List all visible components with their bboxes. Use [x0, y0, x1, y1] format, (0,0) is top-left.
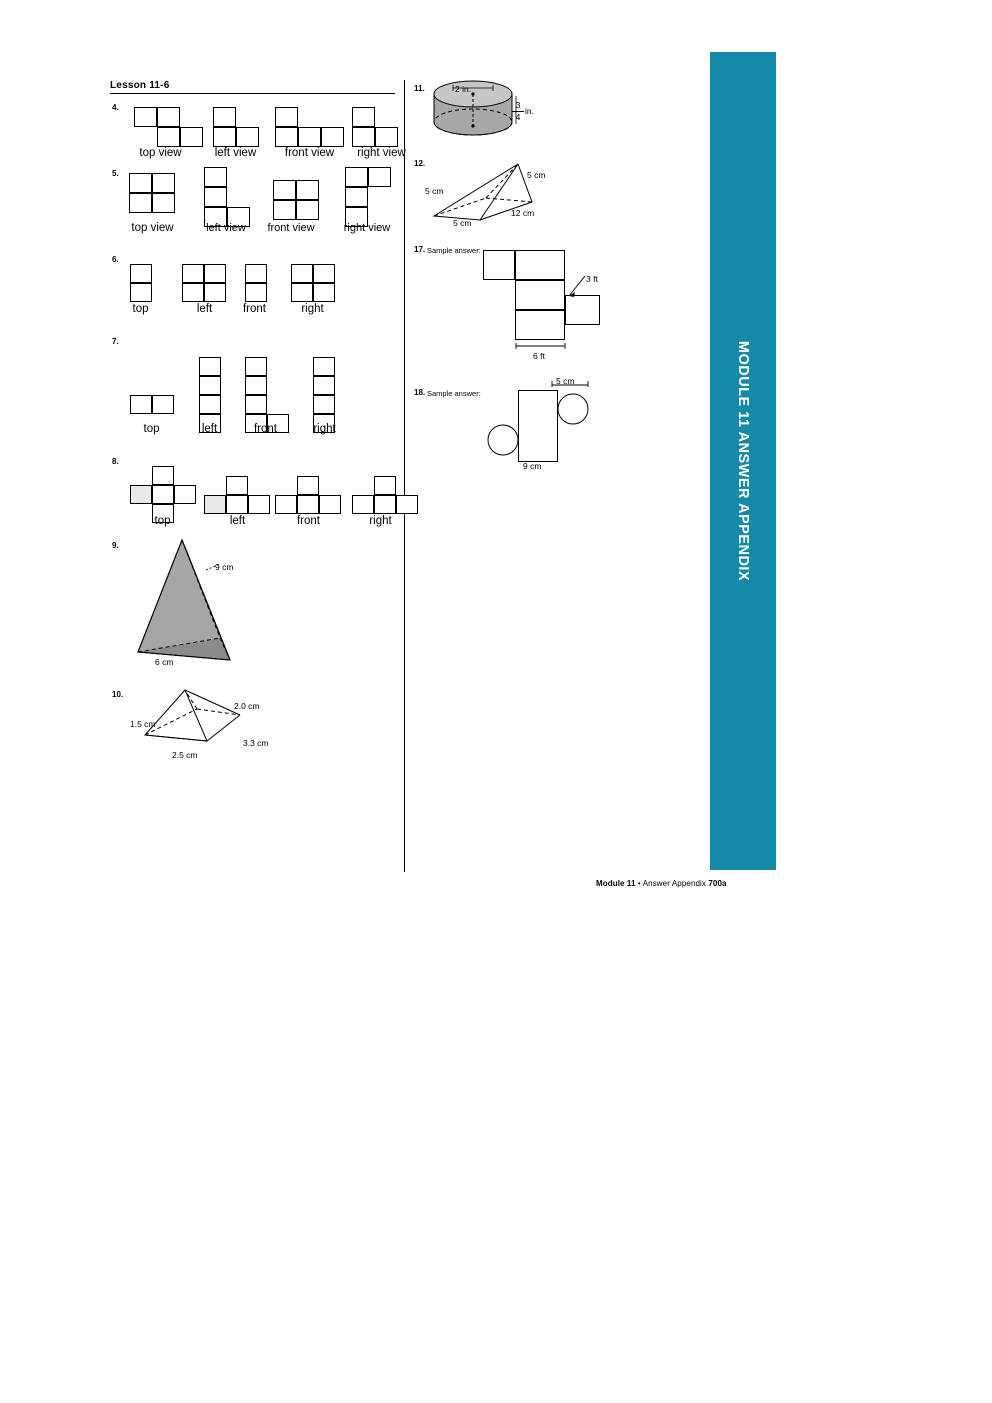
item-number-12: 12. [414, 159, 426, 168]
item-number-5: 5. [112, 169, 119, 178]
figure-cylinder [428, 78, 518, 148]
sample-answer-label: Sample answer: [427, 246, 481, 255]
view-caption: top [143, 423, 160, 435]
shape-cell [226, 476, 248, 495]
shape-cell [152, 193, 175, 213]
shape-cell [345, 167, 368, 187]
shape-cell [152, 173, 175, 193]
dimension-label: 5 cm [425, 186, 444, 196]
shape-cell [182, 264, 204, 283]
item-number-18: 18. [414, 388, 426, 397]
shape-cell [152, 466, 174, 485]
shape-cell [245, 283, 267, 302]
view-caption: front [296, 515, 320, 527]
shape-cell [297, 476, 319, 495]
dimension-label: 6 cm [155, 657, 174, 667]
shape-cell [374, 476, 396, 495]
view-caption: left [201, 423, 218, 435]
dimension-label: 5 cm [556, 376, 575, 386]
shape-cell [213, 127, 236, 147]
view-caption: left view [206, 222, 246, 234]
view-caption: left [196, 303, 213, 315]
dimension-label: 2 in. [455, 84, 472, 94]
shape-cell [130, 395, 152, 414]
shape-cell [313, 376, 335, 395]
item-number-4: 4. [112, 103, 119, 112]
module-side-tab-label: MODULE 11 ANSWER APPENDIX [735, 340, 751, 582]
dimension-label: 12 cm [511, 208, 535, 218]
dimension-label: 6 ft [533, 351, 545, 361]
shape-cell [174, 485, 196, 504]
shape-cell [296, 200, 319, 220]
shape-cell [273, 180, 296, 200]
item-number-8: 8. [112, 457, 119, 466]
shape-cell [273, 200, 296, 220]
shape-cell [157, 107, 180, 127]
shape-cell [245, 357, 267, 376]
item-number-10: 10. [112, 690, 124, 699]
shape-cell [352, 107, 375, 127]
view-caption: front [253, 423, 277, 435]
shape-cell [130, 264, 152, 283]
shape-cell [199, 395, 221, 414]
shape-cell [157, 127, 180, 147]
view-caption: left [229, 515, 246, 527]
view-caption: top [154, 515, 171, 527]
shape-cell [245, 264, 267, 283]
view-caption: front view [284, 147, 335, 159]
net-circle-left [486, 423, 520, 457]
view-caption: right [369, 515, 392, 527]
lesson-title: Lesson 11-6 [110, 80, 170, 91]
page-footer [596, 879, 727, 888]
shape-cell [129, 193, 152, 213]
net-face [515, 310, 565, 340]
footer-section: Answer Appendix [642, 879, 707, 888]
shape-cell [130, 485, 152, 504]
shape-cell [313, 283, 335, 302]
view-caption: front view [267, 222, 315, 234]
shape-cell [129, 173, 152, 193]
shape-cell [204, 187, 227, 207]
view-caption: right [313, 423, 336, 435]
column-divider [404, 80, 405, 872]
shape-cell [199, 376, 221, 395]
item-number-9: 9. [112, 541, 119, 550]
dimension-rule-6ft [515, 342, 567, 350]
shape-cell [245, 376, 267, 395]
dimension-label: 5 cm [527, 170, 546, 180]
shape-cell [313, 264, 335, 283]
net-face [515, 280, 565, 310]
view-caption: top [132, 303, 149, 315]
shape-cell [291, 283, 313, 302]
net-rectangle [518, 390, 558, 462]
view-caption: left view [214, 147, 257, 159]
shape-cell [152, 485, 174, 504]
item-number-11: 11. [414, 84, 425, 93]
net-face [515, 250, 565, 280]
shape-cell [182, 283, 204, 302]
shape-cell [313, 395, 335, 414]
shape-cell [352, 127, 375, 147]
view-caption: front [242, 303, 266, 315]
view-caption: top view [131, 222, 174, 234]
shape-cell [275, 107, 298, 127]
footer-page-number: 700a [708, 879, 727, 888]
shape-cell [245, 395, 267, 414]
fraction-numerator: 3 [515, 100, 521, 110]
sample-answer-label: Sample answer: [427, 389, 481, 398]
fraction-denominator: 4 [515, 112, 521, 122]
dimension-label: 3.3 cm [243, 738, 269, 748]
shape-cell [204, 495, 226, 514]
shape-cell [180, 127, 203, 147]
shape-cell [204, 283, 226, 302]
shape-cell [345, 187, 368, 207]
figure-square-pyramid [120, 530, 300, 675]
module-side-tab [710, 52, 776, 870]
view-caption: top view [139, 147, 182, 159]
shape-cell [396, 495, 418, 514]
dimension-label: 1.5 cm [130, 719, 156, 729]
shape-cell [152, 395, 174, 414]
shape-cell [374, 495, 396, 514]
item-number-17: 17. [414, 245, 426, 254]
shape-cell [236, 127, 259, 147]
shape-cell [130, 283, 152, 302]
shape-cell [375, 127, 398, 147]
shape-cell [275, 495, 297, 514]
shape-cell [321, 127, 344, 147]
footer-separator: • [637, 879, 641, 888]
shape-cell [199, 357, 221, 376]
footer-module: Module 11 [596, 879, 636, 888]
net-circle-right [556, 392, 590, 426]
net-face [483, 250, 515, 280]
shape-cell [134, 107, 157, 127]
item-number-7: 7. [112, 337, 119, 346]
shape-cell [298, 127, 321, 147]
dimension-label: 3 ft [586, 274, 598, 284]
shape-cell [226, 495, 248, 514]
unit-label: in. [525, 106, 534, 116]
shape-cell [296, 180, 319, 200]
shape-cell [213, 107, 236, 127]
shape-cell [368, 167, 391, 187]
shape-cell [313, 357, 335, 376]
view-caption: right view [343, 222, 391, 234]
view-caption: right [301, 303, 324, 315]
shape-cell [204, 264, 226, 283]
shape-cell [275, 127, 298, 147]
dimension-label: 2.5 cm [172, 750, 198, 760]
dimension-label: 9 cm [523, 461, 542, 471]
shape-cell [297, 495, 319, 514]
shape-cell [291, 264, 313, 283]
shape-cell [248, 495, 270, 514]
shape-cell [204, 167, 227, 187]
item-number-6: 6. [112, 255, 119, 264]
lesson-title-rule [110, 93, 395, 94]
view-caption: right view [357, 147, 406, 159]
dimension-label: 9 cm [215, 562, 234, 572]
shape-cell [319, 495, 341, 514]
dimension-label: 2.0 cm [234, 701, 260, 711]
shape-cell [352, 495, 374, 514]
dimension-label: 5 cm [453, 218, 472, 228]
